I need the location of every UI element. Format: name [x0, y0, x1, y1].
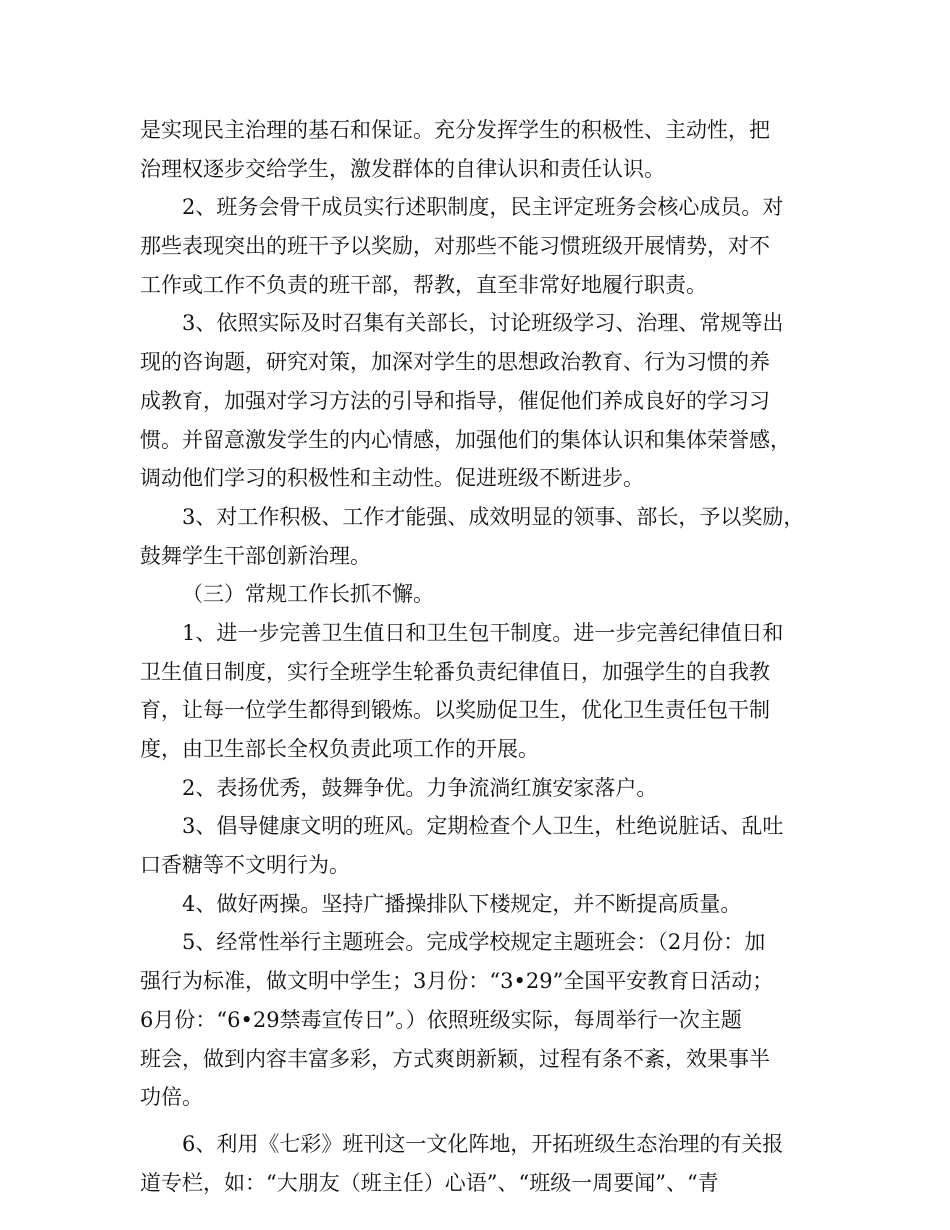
text-line: 班会，做到内容丰富多彩，方式爽朗新颖，过程有条不紊，效果事半: [140, 1046, 770, 1071]
section-heading: （三）常规工作长抓不懈。: [182, 582, 434, 607]
text-line: 惯。并留意激发学生的内心情感，加强他们的集体认识和集体荣誉感，: [140, 427, 791, 452]
text-line: 调动他们学习的积极性和主动性。促进班级不断进步。: [140, 466, 644, 491]
text-line: 道专栏，如：“大朋友（班主任）心语”、“班级一周要闻”、“青: [140, 1170, 719, 1195]
text-line: 4、做好两操。坚持广播操排队下楼规定，并不断提高质量。: [182, 891, 742, 916]
text-line: 2、班务会骨干成员实行述职制度，民主评定班务会核心成员。对: [182, 195, 784, 220]
text-line: 3、倡导健康文明的班风。定期检查个人卫生，杜绝说脏话、乱吐: [182, 814, 784, 839]
text-line: 现的咨询题，研究对策，加深对学生的思想政治教育、行为习惯的养: [140, 350, 770, 375]
text-line: 功倍。: [140, 1085, 203, 1110]
text-line: 6、利用《七彩》班刊这一文化阵地，开拓班级生态治理的有关报: [182, 1131, 784, 1156]
text-line: 6月份：“6•29禁毒宣传日”。）依照班级实际，每周举行一次主题: [140, 1007, 742, 1032]
text-line: 强行为标准，做文明中学生；3月份：“3•29”全国平安教育日活动；: [140, 969, 774, 994]
text-line: 工作或工作不负责的班干部，帮教，直至非常好地履行职责。: [140, 272, 707, 297]
text-line: 成教育，加强对学习方法的引导和指导，催促他们养成良好的学习习: [140, 388, 770, 413]
text-line: 那些表现突出的班干予以奖励，对那些不能习惯班级开展情势，对不: [140, 234, 770, 259]
text-line: 2、表扬优秀，鼓舞争优。力争流淌红旗安家落户。: [182, 775, 658, 800]
text-line: 3、依照实际及时召集有关部长，讨论班级学习、治理、常规等出: [182, 311, 784, 336]
text-line: 口香糖等不文明行为。: [140, 853, 350, 878]
text-line: 治理权逐步交给学生，激发群体的自律认识和责任认识。: [140, 156, 665, 181]
text-line: 5、经常性举行主题班会。完成学校规定主题班会：（2月份：加: [182, 930, 766, 955]
text-line: 1、进一步完善卫生值日和卫生包干制度。进一步完善纪律值日和: [182, 620, 784, 645]
paragraph-gap: [140, 1117, 830, 1125]
text-line: 育，让每一位学生都得到锻炼。以奖励促卫生，优化卫生责任包干制: [140, 698, 770, 723]
text-line: 是实现民主治理的基石和保证。充分发挥学生的积极性、主动性，把: [140, 118, 770, 142]
text-line: 卫生值日制度，实行全班学生轮番负责纪律值日，加强学生的自我教: [140, 659, 770, 684]
document-body: [140, 111, 830, 1202]
text-line: 鼓舞学生干部创新治理。: [140, 543, 371, 568]
text-line: 3、对工作积极、工作才能强、成效明显的领事、部长，予以奖励，: [182, 504, 805, 529]
text-line: 度，由卫生部长全权负责此项工作的开展。: [140, 737, 539, 761]
